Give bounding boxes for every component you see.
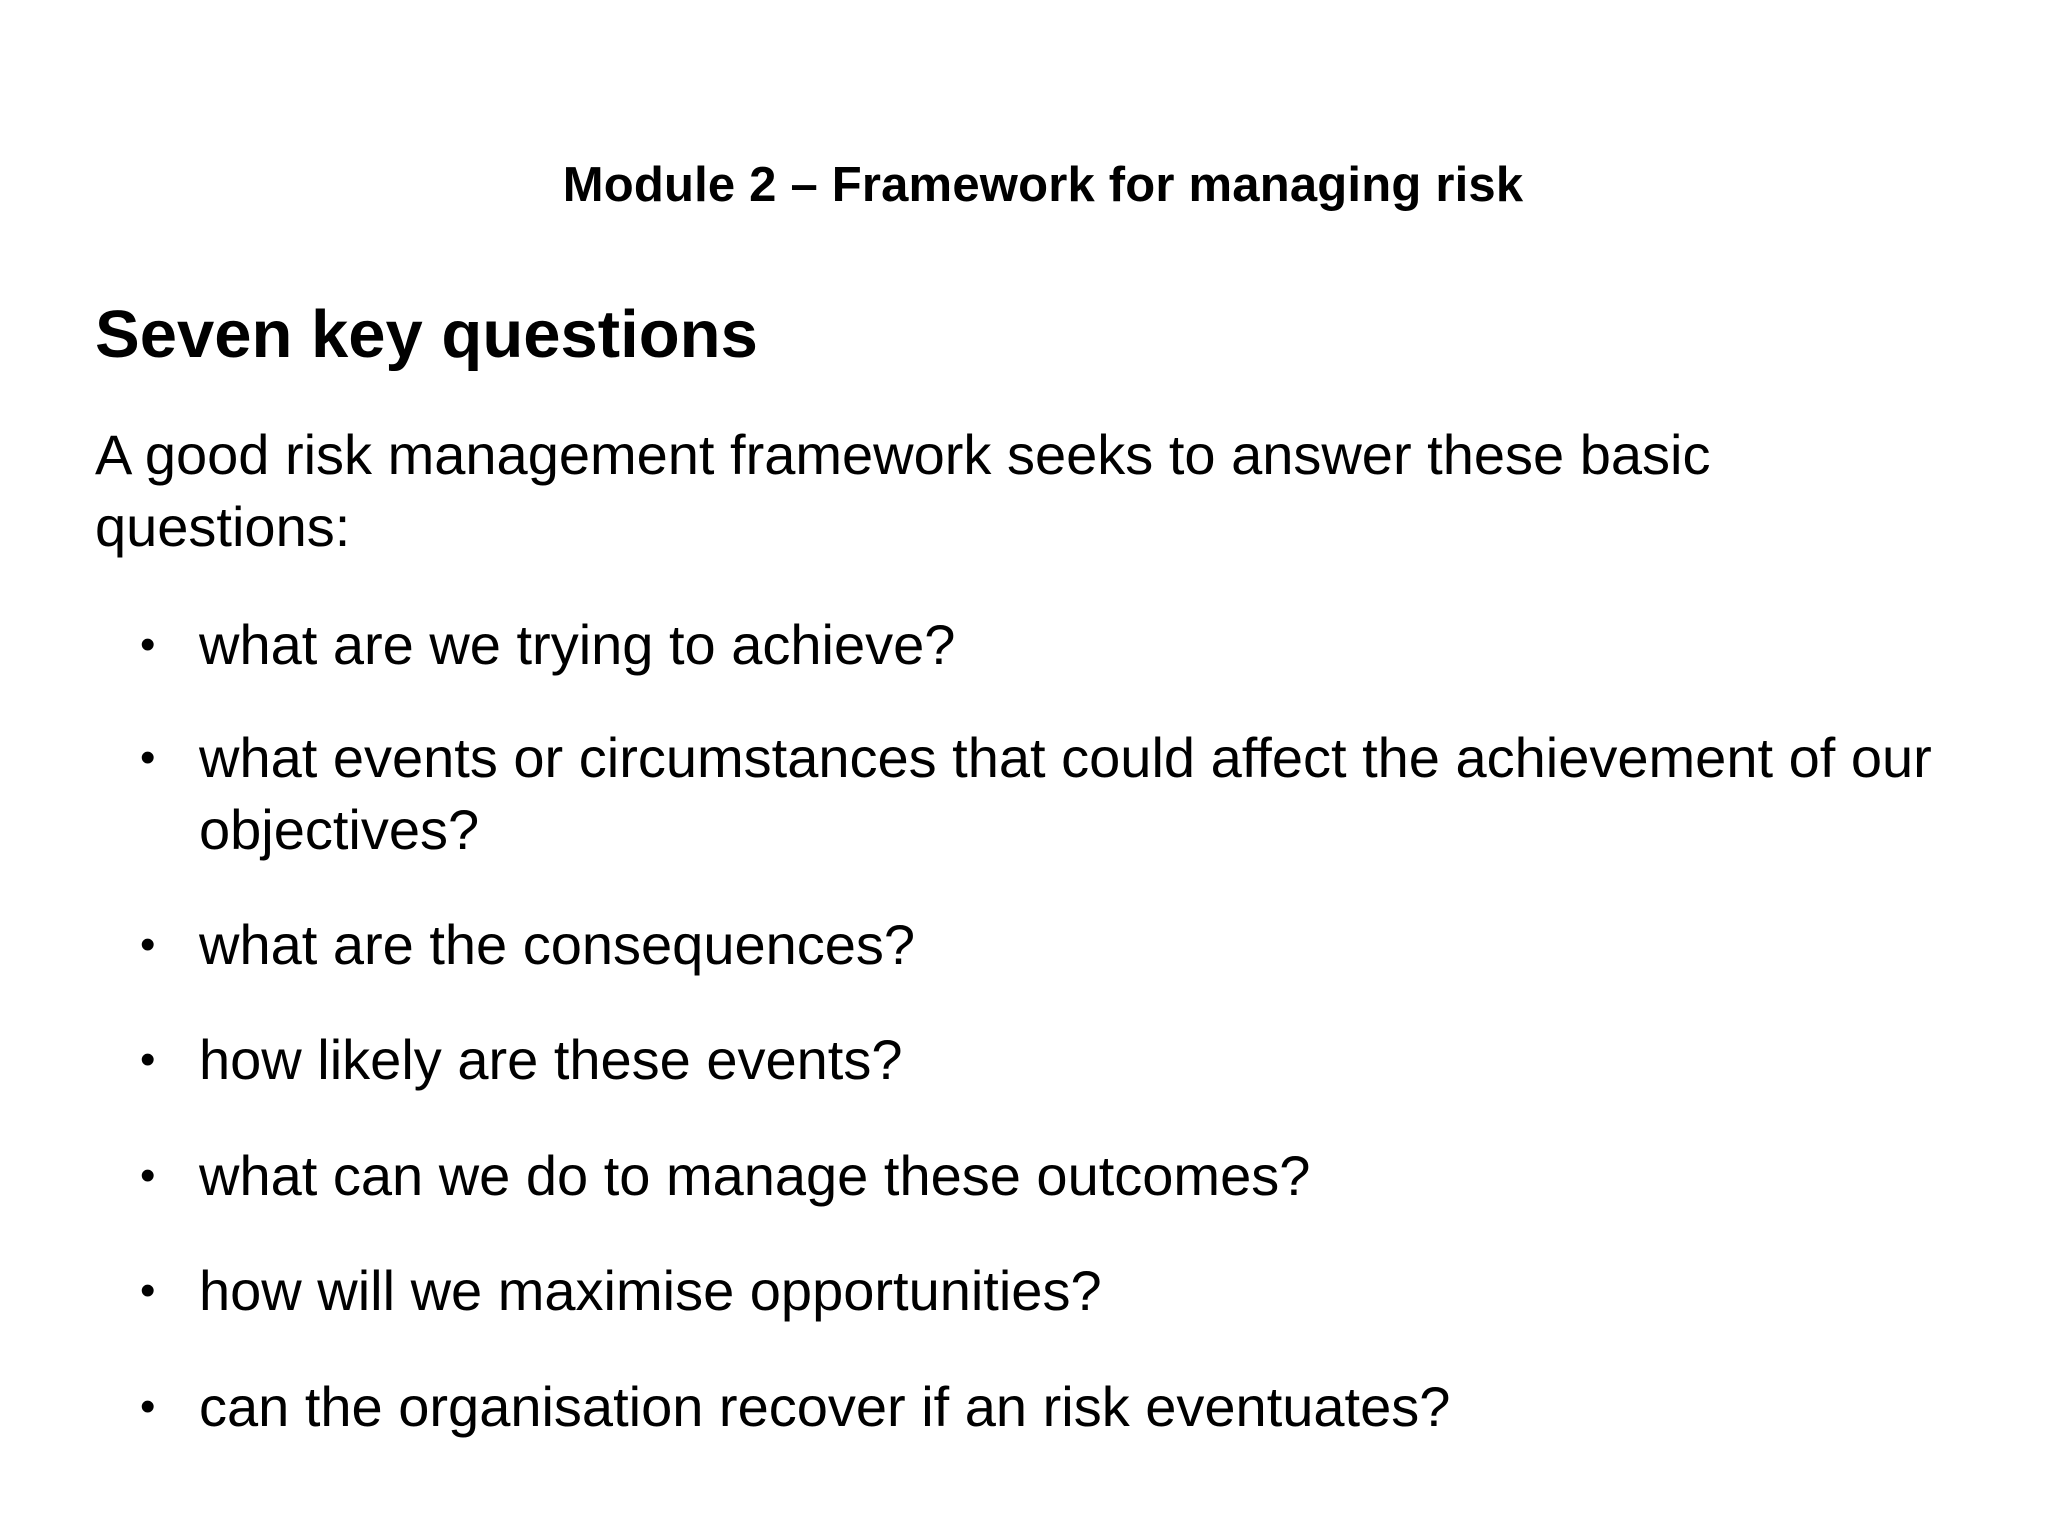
list-item-text: what are we trying to achieve? xyxy=(199,613,956,676)
module-header: Module 2 – Framework for managing risk xyxy=(562,158,1524,212)
list-item-text: how likely are these events? xyxy=(199,1028,903,1091)
bullet-icon: • xyxy=(140,1151,156,1200)
slide-title: Seven key questions xyxy=(95,297,758,372)
bullet-icon: • xyxy=(140,620,156,669)
list-item-text: can the organisation recover if an risk eventuates? xyxy=(199,1375,1451,1438)
bullet-icon: • xyxy=(140,920,156,969)
bullet-icon: • xyxy=(140,1035,156,1084)
list-item-text: what can we do to manage these outcomes? xyxy=(199,1144,1311,1207)
list-item-text: what events or circumstances that could affect the achievement of our objectives? xyxy=(199,726,1932,861)
intro-paragraph: A good risk management framework seeks to answer these basic questions: xyxy=(95,423,1711,558)
list-item-text: how will we maximise opportunities? xyxy=(199,1259,1102,1322)
bullet-icon: • xyxy=(140,1266,156,1315)
list-item-text: what are the consequences? xyxy=(199,913,916,976)
bullet-icon: • xyxy=(140,1382,156,1431)
bullet-icon: • xyxy=(140,733,156,782)
